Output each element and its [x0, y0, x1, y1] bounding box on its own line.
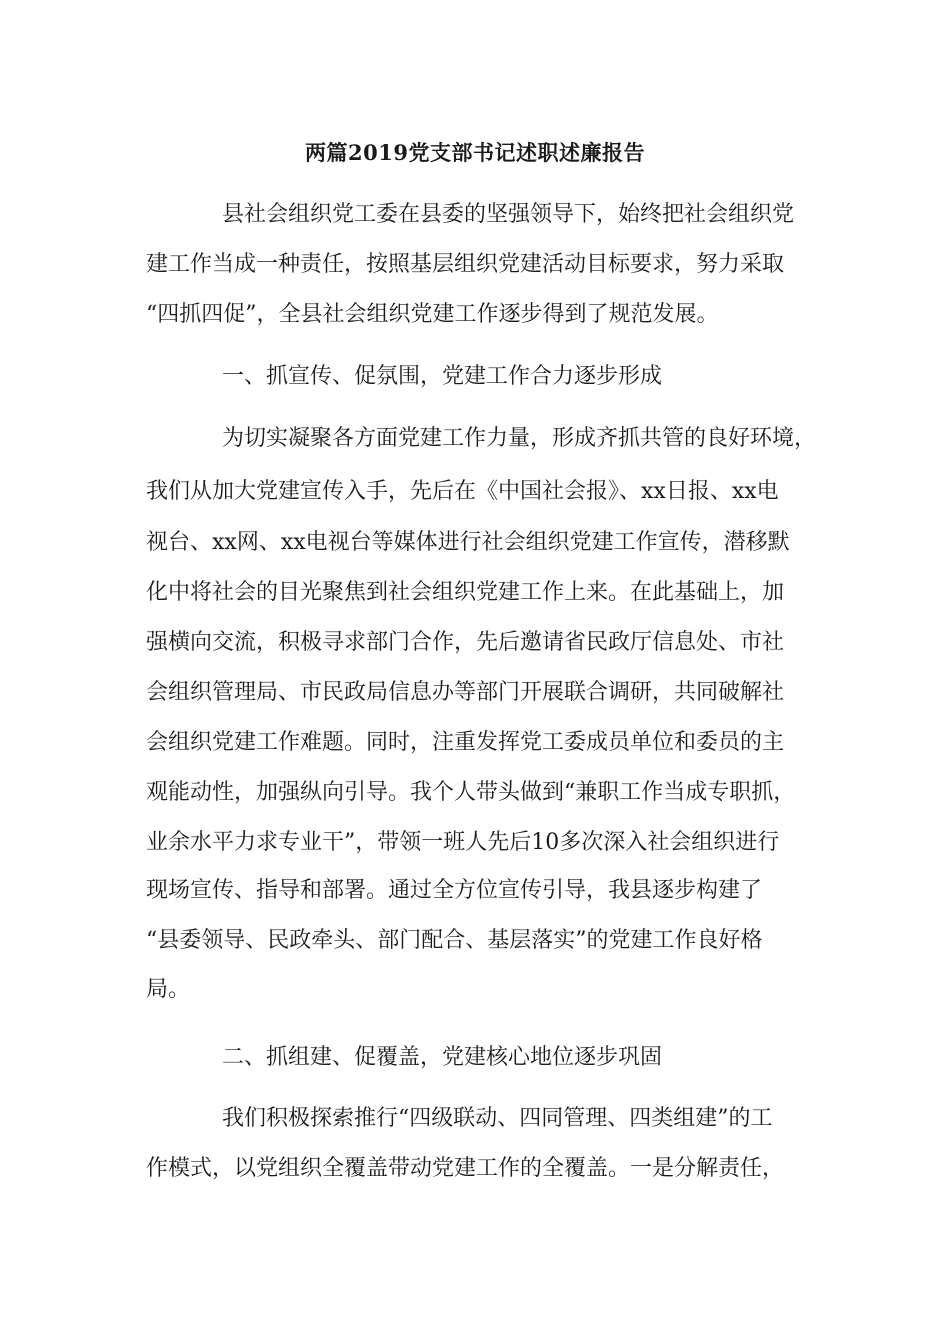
paragraph-2-line-3: 视台、xx网、xx电视台等媒体进行社会组织党建工作宣传，潜移默: [146, 530, 790, 555]
paragraph-2-line-8: 观能动性，加强纵向引导。我个人带头做到“兼职工作当成专职抓，: [146, 780, 796, 805]
paragraph-2-line-11: “县委领导、民政牵头、部门配合、基层落实”的党建工作良好格: [146, 928, 763, 953]
section-heading-1: 一、抓宣传、促氛围，党建工作合力逐步形成: [222, 364, 663, 389]
paragraph-2-line-1: 为切实凝聚各方面党建工作力量，形成齐抓共管的良好环境，: [222, 426, 817, 451]
paragraph-2-line-10: 现场宣传、指导和部署。通过全方位宣传引导，我县逐步构建了: [146, 878, 763, 903]
paragraph-1-line-1: 县社会组织党工委在县委的坚强领导下，始终把社会组织党: [222, 202, 795, 227]
paragraph-2-line-4: 化中将社会的目光聚焦到社会组织党建工作上来。在此基础上，加: [146, 580, 785, 605]
paragraph-2-line-9: 业余水平力求专业干”，带领一班人先后10多次深入社会组织进行: [146, 830, 780, 855]
paragraph-1-line-2: 建工作当成一种责任，按照基层组织党建活动目标要求，努力采取: [146, 252, 785, 277]
paragraph-2-line-5: 强横向交流，积极寻求部门合作，先后邀请省民政厅信息处、市社: [146, 630, 785, 655]
section-heading-2: 二、抓组建、促覆盖，党建核心地位逐步巩固: [222, 1045, 663, 1070]
paragraph-1-line-3: “四抓四促”，全县社会组织党建工作逐步得到了规范发展。: [146, 302, 719, 327]
paragraph-3-line-2: 作模式，以党组织全覆盖带动党建工作的全覆盖。一是分解责任，: [146, 1156, 785, 1181]
paragraph-3-line-1: 我们积极探索推行“四级联动、四同管理、四类组建”的工: [222, 1106, 773, 1131]
paragraph-2-line-2: 我们从加大党建宣传入手，先后在《中国社会报》、xx日报、xx电: [146, 479, 779, 504]
document-title: 两篇2019党支部书记述职述廉报告: [305, 140, 645, 165]
paragraph-2-line-6: 会组织管理局、市民政局信息办等部门开展联合调研，共同破解社: [146, 680, 785, 705]
paragraph-2-line-7: 会组织党建工作难题。同时，注重发挥党工委成员单位和委员的主: [146, 730, 785, 755]
paragraph-2-line-12: 局。: [146, 977, 191, 1002]
